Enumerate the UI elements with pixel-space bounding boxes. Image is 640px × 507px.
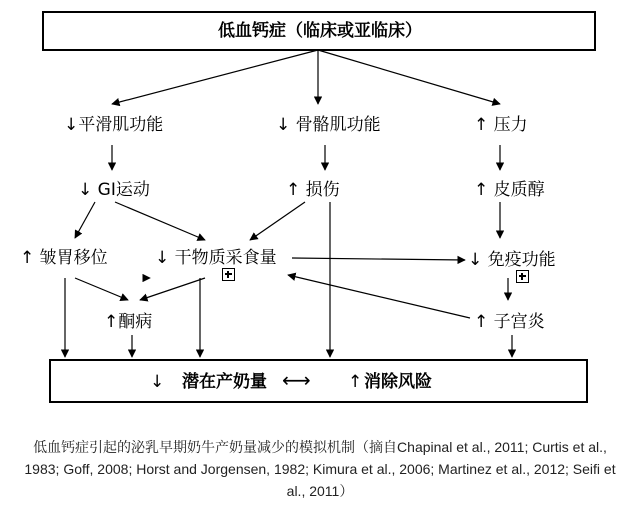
arrow-gi-da — [75, 202, 95, 238]
top-box-label: 低血钙症（临床或亚临床） — [218, 21, 422, 41]
bottom-culling-risk: 消除风险 — [364, 372, 432, 392]
bottom-bidirectional-arrow: ⟷ — [282, 368, 311, 392]
arrow-dmi-immune — [292, 258, 465, 260]
node-smooth-muscle: ↓平滑肌功能 — [64, 115, 164, 135]
figure-caption: 低血钙症引起的泌乳早期奶牛产奶量减少的模拟机制（摘自Chapinal et al., 2011; Curtis et al., 1983; Goff, 2008; Horst and Jorgensen, 1982; Kimura et al., 2006; Martinez et al., 2012; Seifi et al., 2011） — [24, 439, 616, 499]
node-immune-function: ↓ 免疫功能 — [468, 250, 556, 270]
node-ketosis: ↑酮病 — [104, 312, 153, 332]
bottom-right-arrow: ↑ — [348, 372, 363, 392]
arrow-top-stress — [318, 50, 500, 104]
arrow-metritis-dmi — [288, 275, 470, 318]
bottom-left-arrow: ↓ — [150, 372, 165, 392]
node-cortisol: ↑ 皮质醇 — [474, 180, 545, 200]
arrow-da-ketosis — [75, 278, 128, 300]
bottom-milk-potential: 潜在产奶量 — [182, 372, 267, 392]
bottom-box-frame — [50, 360, 587, 402]
node-injury: ↑ 损伤 — [286, 180, 340, 200]
node-dry-matter-intake: ↓ 干物质采食量 — [155, 248, 277, 268]
arrow-injury-dmi — [250, 202, 305, 240]
arrow-gi-dmi — [115, 202, 205, 240]
plus-icon-dmi — [222, 268, 235, 281]
node-gi-motility: ↓ GI运动 — [78, 180, 150, 200]
node-displaced-abomasum: ↑ 皱胃移位 — [20, 248, 108, 268]
node-stress: ↑ 压力 — [474, 115, 528, 135]
arrow-top-smooth — [112, 50, 318, 104]
arrow-dmi-ketosis — [140, 278, 205, 300]
node-metritis: ↑ 子宫炎 — [474, 312, 545, 332]
node-skeletal-muscle: ↓ 骨骼肌功能 — [276, 115, 381, 135]
plus-icon-immune — [516, 270, 529, 283]
